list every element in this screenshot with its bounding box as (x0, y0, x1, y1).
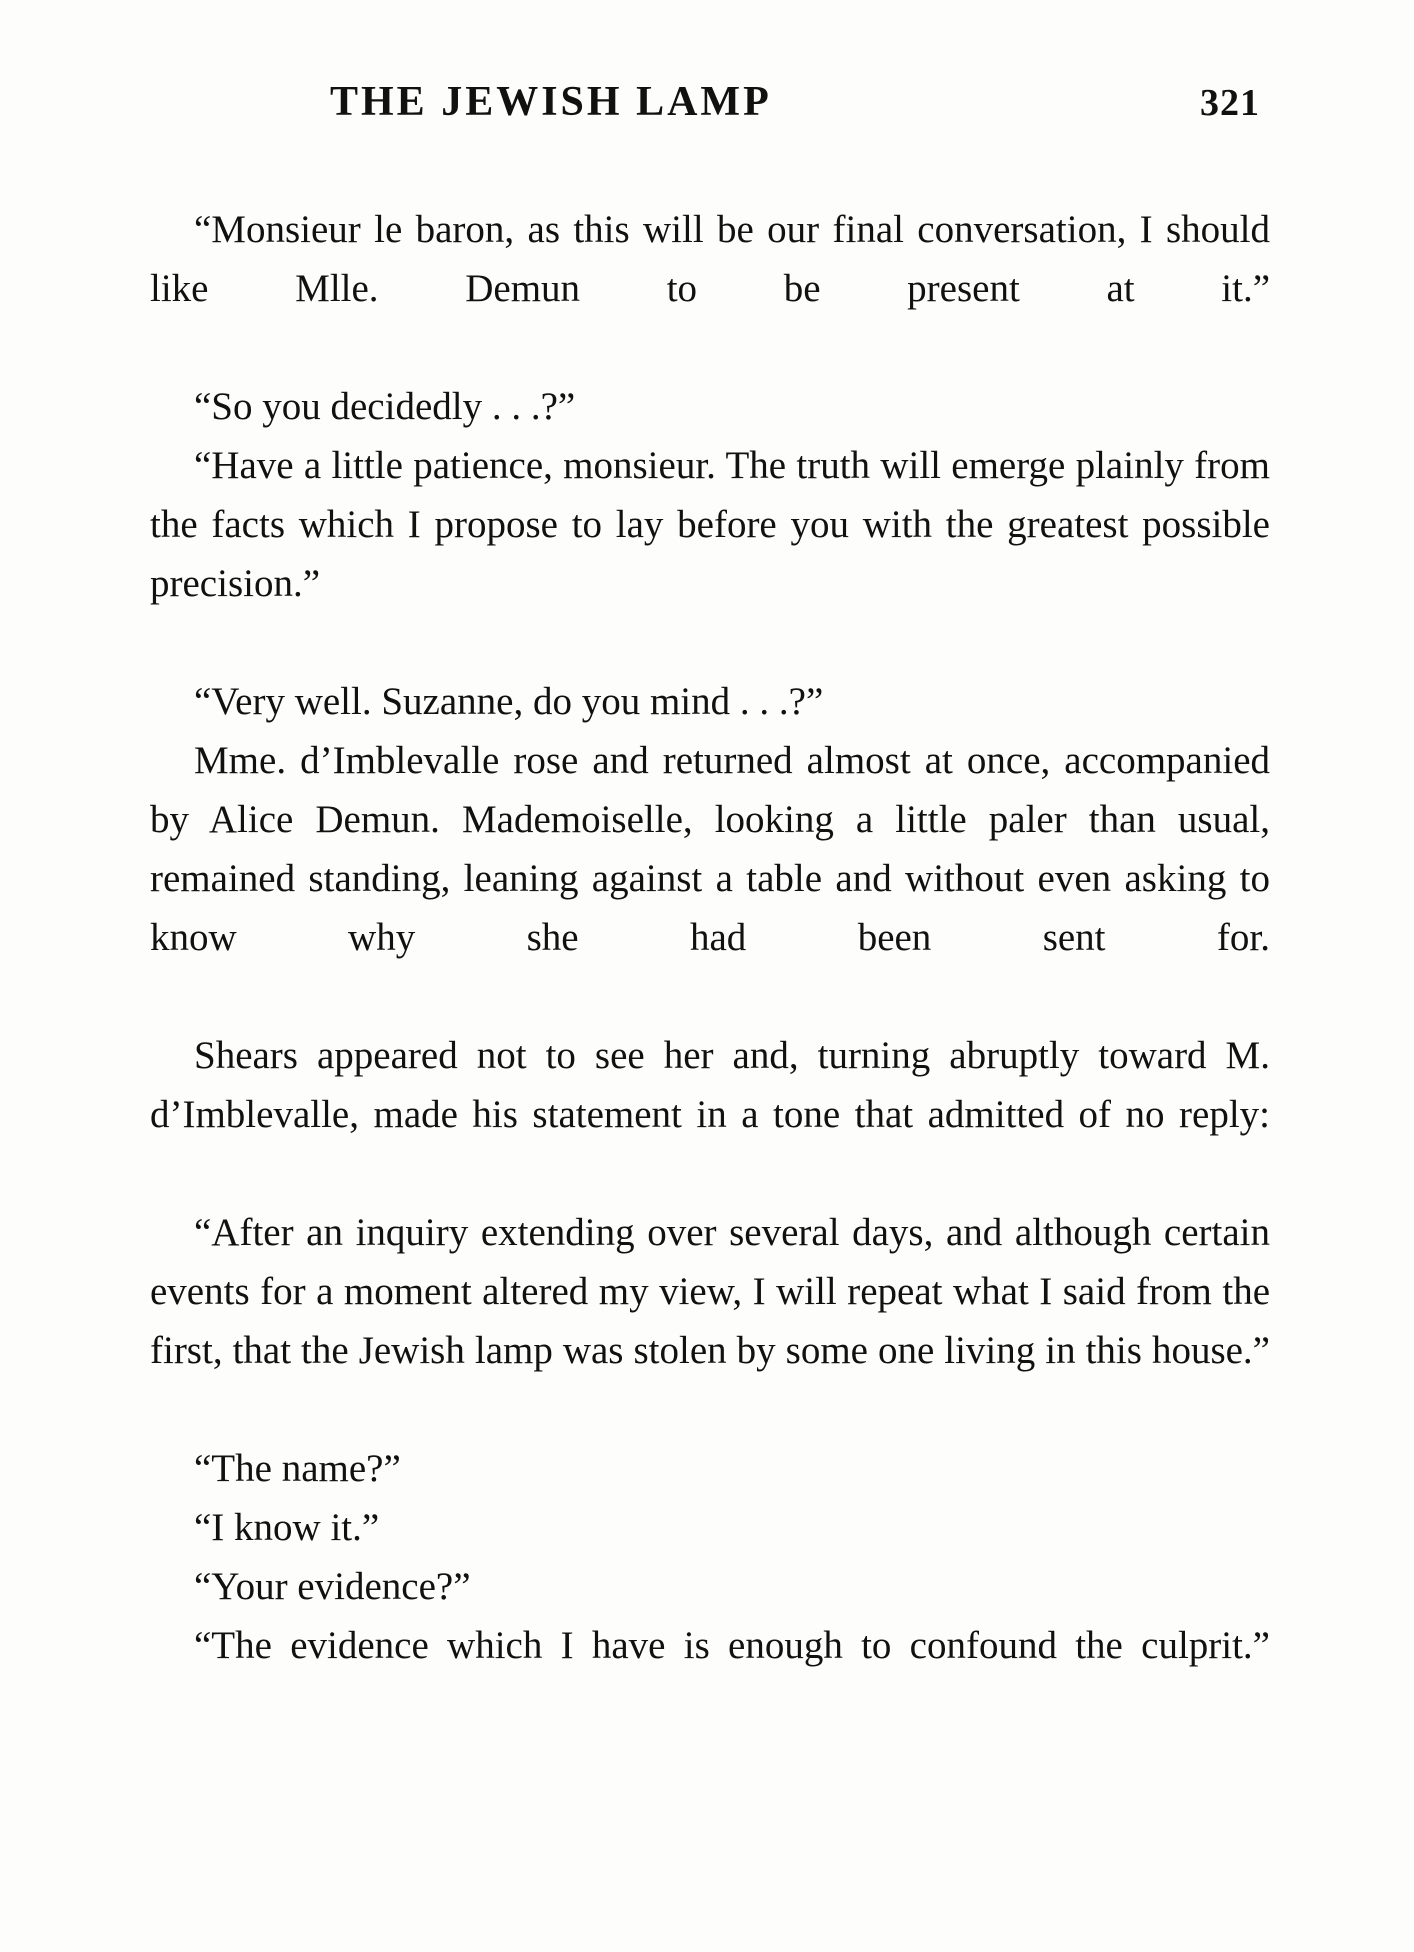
paragraph: “The evidence which I have is enough to confound the culprit.” (194, 1624, 1270, 1667)
paragraph: “Very well. Suzanne, do you mind . . .?” (194, 680, 824, 723)
page-number: 321 (1200, 82, 1260, 124)
paragraph: “Monsieur le baron, as this will be our final conversation, I should like Mlle. Demun to be present at it.” (150, 208, 1270, 310)
running-title: THE JEWISH LAMP (330, 79, 772, 125)
paragraph: Mme. d’Imblevalle rose and returned almost at once, accompanied by Alice Demun. Mademoiselle, looking a little paler than usual, remained standing, leaning against a table and without even asking to know why she had been sent for. (150, 739, 1270, 959)
paragraph: “I know it.” (194, 1506, 380, 1549)
page-header (150, 78, 1260, 138)
paragraph: “Have a little patience, monsieur. The truth will emerge plainly from the facts which I propose to lay before you with the greatest possible precision.” (150, 444, 1270, 605)
paragraph: Shears appeared not to see her and, turning abruptly toward M. d’Imblevalle, made his statement in a tone that admitted of no reply: (150, 1034, 1270, 1136)
paragraph: “Your evidence?” (194, 1565, 471, 1608)
paragraph: “So you decidedly . . .?” (194, 385, 576, 428)
paragraph: “The name?” (194, 1447, 401, 1490)
paragraph: “After an inquiry extending over several days, and although certain events for a moment altered my view, I will repeat what I said from the first, that the Jewish lamp was stolen by some one living in this house.” (150, 1211, 1270, 1372)
page-body (150, 200, 1270, 1734)
